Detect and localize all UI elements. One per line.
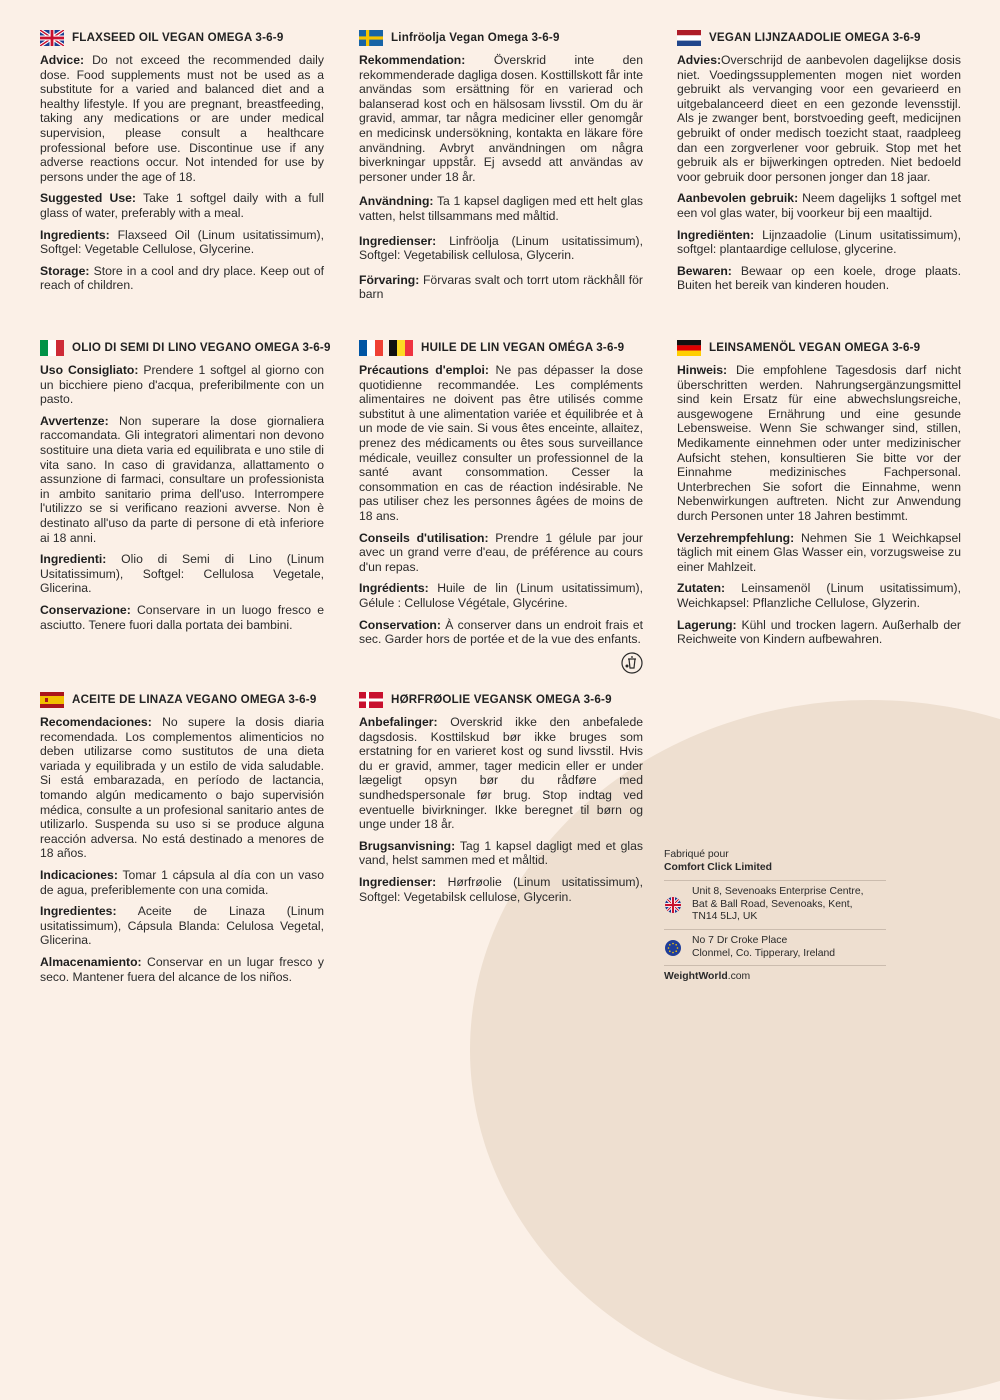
section-de [677,339,961,654]
manufacturer-info [664,849,886,984]
ingredients-paragraph: Ingredients: Flaxseed Oil (Linum usitatissimum), Softgel: Vegetable Cellulose, Glycerine. [40,227,324,257]
uk-flag-icon [664,896,682,914]
section-header [359,339,643,357]
usage-paragraph: Användning: Ta 1 kapsel dagligen med ett helt glas vatten, helst tillsammans med måltid. [359,194,643,223]
ingredients-paragraph: Ingredienti: Olio di Semi di Lino (Linum Usitatissimum), Softgel: Cellulosa Vegetale, Glicerina. [40,552,324,596]
section-nl [677,29,961,300]
website-link[interactable]: WeightWorld.com [664,965,886,984]
section-title: ACEITE DE LINAZA VEGANO OMEGA 3-6-9 [72,692,317,706]
company-name: Comfort Click Limited [664,861,772,873]
usage-paragraph: Suggested Use: Take 1 softgel daily with a full glass of water, preferably with a meal. [40,191,324,220]
netherlands-flag-icon [677,30,701,46]
storage-paragraph: Conservation: À conserver dans un endroit frais et sec. Garder hors de portée et de la vue des enfants. [359,617,643,647]
italy-flag-icon [40,340,64,356]
section-it [40,339,331,639]
storage-paragraph: Conservazione: Conservare in un luogo fresco e asciutto. Tenere fuori dalla portata dei bambini. [40,602,324,632]
ingredients-paragraph: Ingredienser: Hørfrøolie (Linum usitatissimum), Softgel: Vegetabilsk cellulose, Glycerin. [359,874,643,904]
usage-paragraph: Aanbevolen gebruik: Neem dagelijks 1 softgel met een vol glas water, bij voorkeur bij een maaltijd. [677,191,961,220]
section-header [677,29,961,47]
eu-flag-icon [664,939,682,957]
sweden-flag-icon [359,30,383,46]
advice-paragraph: Rekommendation: Överskrid inte den rekommenderade dagliga dosen. Kosttillskott får inte användas som ersättning för en varierad och balanserad kost och en hälsosam livsstil. Om du är gravid, ammar, tar några mediciner eller genomgår en medicinsk undersökning, kontakta en läkare före användning. Avbryt användningen om några biverkningar uppstår. Ej avsedd att användas av personer under 18 år. [359,53,643,184]
ingredients-paragraph: Ingrediënten: Lijnzaadolie (Linum usitatissimum), softgel: plantaardige cellulose, glycerine. [677,227,961,257]
ingredients-paragraph: Zutaten: Leinsamenöl (Linum usitatissimum), Weichkapsel: Pflanzliche Cellulose, Glyzerin. [677,581,961,610]
recycle-wrapper [359,652,643,678]
advice-paragraph: Précautions d'emploi: Ne pas dépasser la dose quotidienne recommandée. Les compléments alimentaires ne doivent pas être utilisés comme substitut à une alimentation variée et équilibrée et à un mode de vie sain. Si vous êtes enceinte, allaitez, prenez des médicaments ou êtes sous surveillance médicale, veuillez consulter un professionnel de la santé avant consommation. Cesser la consommation en cas de réaction indésirable. Ne pas utiliser chez les personnes âgées de moins de 18 ans. [359,363,644,523]
storage-paragraph: Bewaren: Bewaar op een koele, droge plaats. Buiten het bereik van kinderen houden. [677,263,961,293]
section-fr [359,339,643,677]
section-header [40,29,324,47]
section-dk [359,691,643,911]
section-title: HØRFRØOLIE VEGANSK OMEGA 3-6-9 [391,692,612,706]
usage-paragraph: Indicaciones: Tomar 1 cápsula al día con un vaso de agua, preferiblemente con una comida. [40,867,324,897]
advice-paragraph: Anbefalinger: Overskrid ikke den anbefalede dagsdosis. Kosttilskud bør ikke bruges som erstatning for en varieret kost og sund livsstil. Hvis du er gravid, ammer, tager medicin eller er under lægeligt opsyn bør du rådføre med sundhedspersonale før brug. Stop indtag ved eventuelle bivirkninger. Ikke beregnet til børn og unge under 18 år. [359,715,643,832]
ingredients-paragraph: Ingredientes: Aceite de Linaza (Linum usitatissimum), Cápsula Blanda: Celulosa Vegetal, Glicerina. [40,904,324,948]
section-header [40,691,324,709]
advice-paragraph: Recomendaciones: No supere la dosis diaria recomendada. Los complementos alimenticios no deben utilizarse como sustitutos de una dieta variada y equilibrada y un estilo de vida saludable. Si está embarazada, en período de lactancia, tomando algún medicamento o bajo supervisión médica, consulte a un profesional sanitario antes de utilizarlo. Suspenda su uso si se produce alguna reacción adversa. No está destinado a menores de 18 años. [40,715,324,861]
spain-flag-icon [40,692,64,708]
france-flag-icon [359,340,383,356]
advice-paragraph: Advies:Overschrijd de aanbevolen dagelijkse dosis niet. Voedingssupplementen mogen niet worden gebruikt als vervanging voor een gevarieerd en uitgebalanceerd dieet en een gezonde levensstijl. Als je zwanger bent, borstvoeding geeft, medicijnen gebruikt of onder medisch toezicht staat, raadpleeg dan een zorgverlener voor gebruik. Stop met het gebruik als er bijwerkingen optreden. Niet bedoeld voor gebruik door personen jonger dan 18 jaar. [677,53,961,184]
section-uk [40,29,324,300]
uk-flag-icon [40,30,64,46]
section-title: Linfröolja Vegan Omega 3-6-9 [391,30,560,44]
advice-paragraph: Avvertenze: Non superare la dose giornaliera raccomandata. Gli integratori alimentari non devono sostituire una dieta varia ed equilibrata e uno stile di vita sano. In caso di gravidanza, allattamento o assunzione di farmaci, consultare un professionista in ambito sanitario prima dell'uso. Interrompere l'utilizzo se si verificano reazioni avverse. Non è destinato all'uso da parte di persone di età inferiore ai 18 anni. [40,413,324,545]
eu-address: No 7 Dr Croke Place Clonmel, Co. Tipperary, Ireland [664,929,886,965]
ingredients-paragraph: Ingredienser: Linfröolja (Linum usitatissimum), Softgel: Vegetabilisk cellulosa, Glycerin. [359,233,643,263]
belgium-flag-icon [389,340,413,356]
section-header [40,339,331,357]
usage-paragraph: Conseils d'utilisation: Prendre 1 gélule par jour avec un grand verre d'eau, de préférence au cours d'un repas. [359,530,643,574]
usage-paragraph: Verzehrempfehlung: Nehmen Sie 1 Weichkapsel täglich mit einem Glas Wasser ein, vorzugsweise zu einer Mahlzeit. [677,530,961,574]
storage-paragraph: Storage: Store in a cool and dry place. Keep out of reach of children. [40,263,324,293]
section-title: FLAXSEED OIL VEGAN OMEGA 3-6-9 [72,30,284,44]
section-title: HUILE DE LIN VEGAN OMÉGA 3-6-9 [421,340,625,354]
section-header [359,29,643,47]
usage-paragraph: Brugsanvisning: Tag 1 kapsel dagligt med et glas vand, helst sammen med et måltid. [359,838,643,868]
storage-paragraph: Förvaring: Förvaras svalt och torrt utom räckhåll för barn [359,272,643,302]
usage-paragraph: Uso Consigliato: Prendere 1 softgel al giorno con un bicchiere pieno d'acqua, preferibilmente con un pasto. [40,363,325,407]
section-title: VEGAN LIJNZAADOLIE OMEGA 3-6-9 [709,30,921,44]
advice-paragraph: Advice: Do not exceed the recommended daily dose. Food supplements must not be used as a substitute for a varied and balanced diet and a healthy lifestyle. If you are pregnant, breastfeeding, taking any medications or are under medical supervision, please consult a healthcare professional before use. Discontinue use if any adverse reactions occur. Not intended for use by persons under the age of 18. [40,53,324,184]
germany-flag-icon [677,340,701,356]
section-title: LEINSAMENÖL VEGAN OMEGA 3-6-9 [709,340,921,354]
storage-paragraph: Almacenamiento: Conservar en un lugar fresco y seco. Mantener fuera del alcance de los niños. [40,954,324,984]
recycle-bin-icon [621,652,643,674]
denmark-flag-icon [359,692,383,708]
storage-paragraph: Lagerung: Kühl und trocken lagern. Außerhalb der Reichweite von Kindern aufbewahren. [677,617,961,647]
ingredients-paragraph: Ingrédients: Huile de lin (Linum usitatissimum), Gélule : Cellulose Végétale, Glycérine. [359,581,643,610]
section-header [359,691,643,709]
section-title: OLIO DI SEMI DI LINO VEGANO OMEGA 3-6-9 [72,340,331,354]
uk-address: Unit 8, Sevenoaks Enterprise Centre, Bat & Ball Road, Sevenoaks, Kent, TN14 5LJ, UK [664,880,886,929]
section-se [359,29,643,309]
made-for-label: Fabriqué pour [664,849,729,860]
advice-paragraph: Hinweis: Die empfohlene Tagesdosis darf nicht überschritten werden. Nahrungsergänzungsmittel sind kein Ersatz für eine abwechslungsreiche, ausgewogene Ernährung und eine gesunde Lebensweise. Wenn Sie schwanger sind, stillen, Medikamente einnehmen oder unter medizinischer Aufsicht stehen, konsultieren Sie bitte vor der Einnahme medizinisches Fachpersonal. Unterbrechen Sie sofort die Einnahme, wenn Nebenwirkungen auftreten. Nicht zur Anwendung durch Personen unter 18 Jahren bestimmt. [677,363,961,523]
section-header [677,339,961,357]
section-es [40,691,324,991]
